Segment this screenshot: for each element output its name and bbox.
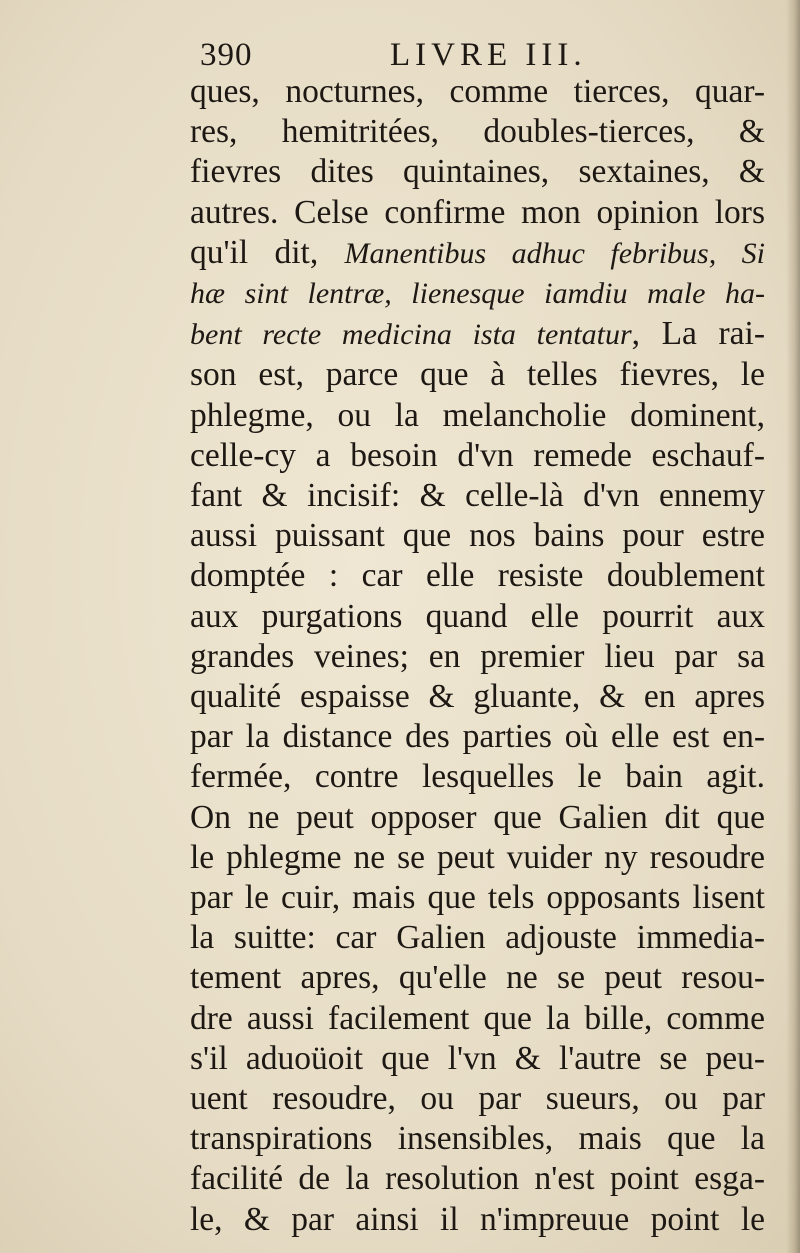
latin-quote: Manentibus adhuc febribus, Si bbox=[344, 236, 765, 270]
text-line: dre aussi facilement que la bille, comme bbox=[190, 999, 765, 1037]
text-line: aussi puissant que nos bains pour estre bbox=[190, 517, 765, 555]
text-line: tement apres, qu'elle ne se peut resou- bbox=[190, 959, 765, 997]
text-line: res, hemitritées, doubles-tierces, & bbox=[190, 113, 765, 151]
text-line: transpirations insensibles, mais que la bbox=[190, 1120, 765, 1158]
page-number: 390 bbox=[200, 37, 253, 73]
text-line: le, & par ainsi il n'impreuue point le bbox=[190, 1200, 765, 1238]
body-text bbox=[190, 72, 765, 1240]
text-line: celle-cy a besoin d'vn remede eschauf- bbox=[190, 436, 765, 474]
latin-quote-line: hæ sint lentræ, lienesque iamdiu male ha- bbox=[190, 277, 765, 311]
text-segment: , La rai- bbox=[631, 315, 765, 353]
text-line: qualité espaisse & gluante, & en apres bbox=[190, 678, 765, 716]
page-edge-shadow bbox=[786, 0, 800, 1253]
text-line bbox=[190, 233, 765, 274]
text-line: domptée : car elle resiste doublement bbox=[190, 557, 765, 595]
text-line: s'il aduoüoit que l'vn & l'autre se peu- bbox=[190, 1039, 765, 1077]
text-line: fermée, contre lesquelles le bain agit. bbox=[190, 758, 765, 796]
text-line: phlegme, ou la melancholie dominent, bbox=[190, 396, 765, 434]
text-line: fievres dites quintaines, sextaines, & bbox=[190, 153, 765, 191]
text-line: fant & incisif: & celle-là d'vn ennemy bbox=[190, 477, 765, 515]
text-line: le phlegme ne se peut vuider ny resoudre bbox=[190, 838, 765, 876]
text-line bbox=[190, 314, 765, 355]
text-line: aux purgations quand elle pourrit aux bbox=[190, 597, 765, 635]
text-line: grandes veines; en premier lieu par sa bbox=[190, 637, 765, 675]
text-line: facilité de la resolution n'est point esga- bbox=[190, 1160, 765, 1198]
text-line: la suitte: car Galien adjouste immedia- bbox=[190, 919, 765, 957]
text-line: uent resoudre, ou par sueurs, ou par bbox=[190, 1080, 765, 1118]
text-line: ques, nocturnes, comme tierces, quar- bbox=[190, 73, 765, 110]
running-head: LIVRE III. bbox=[390, 37, 587, 73]
text-line: On ne peut opposer que Galien dit que bbox=[190, 798, 765, 836]
text-line: par la distance des parties où elle est en- bbox=[190, 718, 765, 756]
text-segment: qu'il dit, bbox=[190, 233, 345, 271]
latin-quote: bent recte medicina ista tentatur bbox=[190, 318, 632, 352]
text-line: autres. Celse confirme mon opinion lors bbox=[190, 193, 765, 231]
text-line: par le cuir, mais que tels opposants lisent bbox=[190, 879, 765, 917]
text-line: son est, parce que à telles fievres, le bbox=[190, 356, 765, 394]
